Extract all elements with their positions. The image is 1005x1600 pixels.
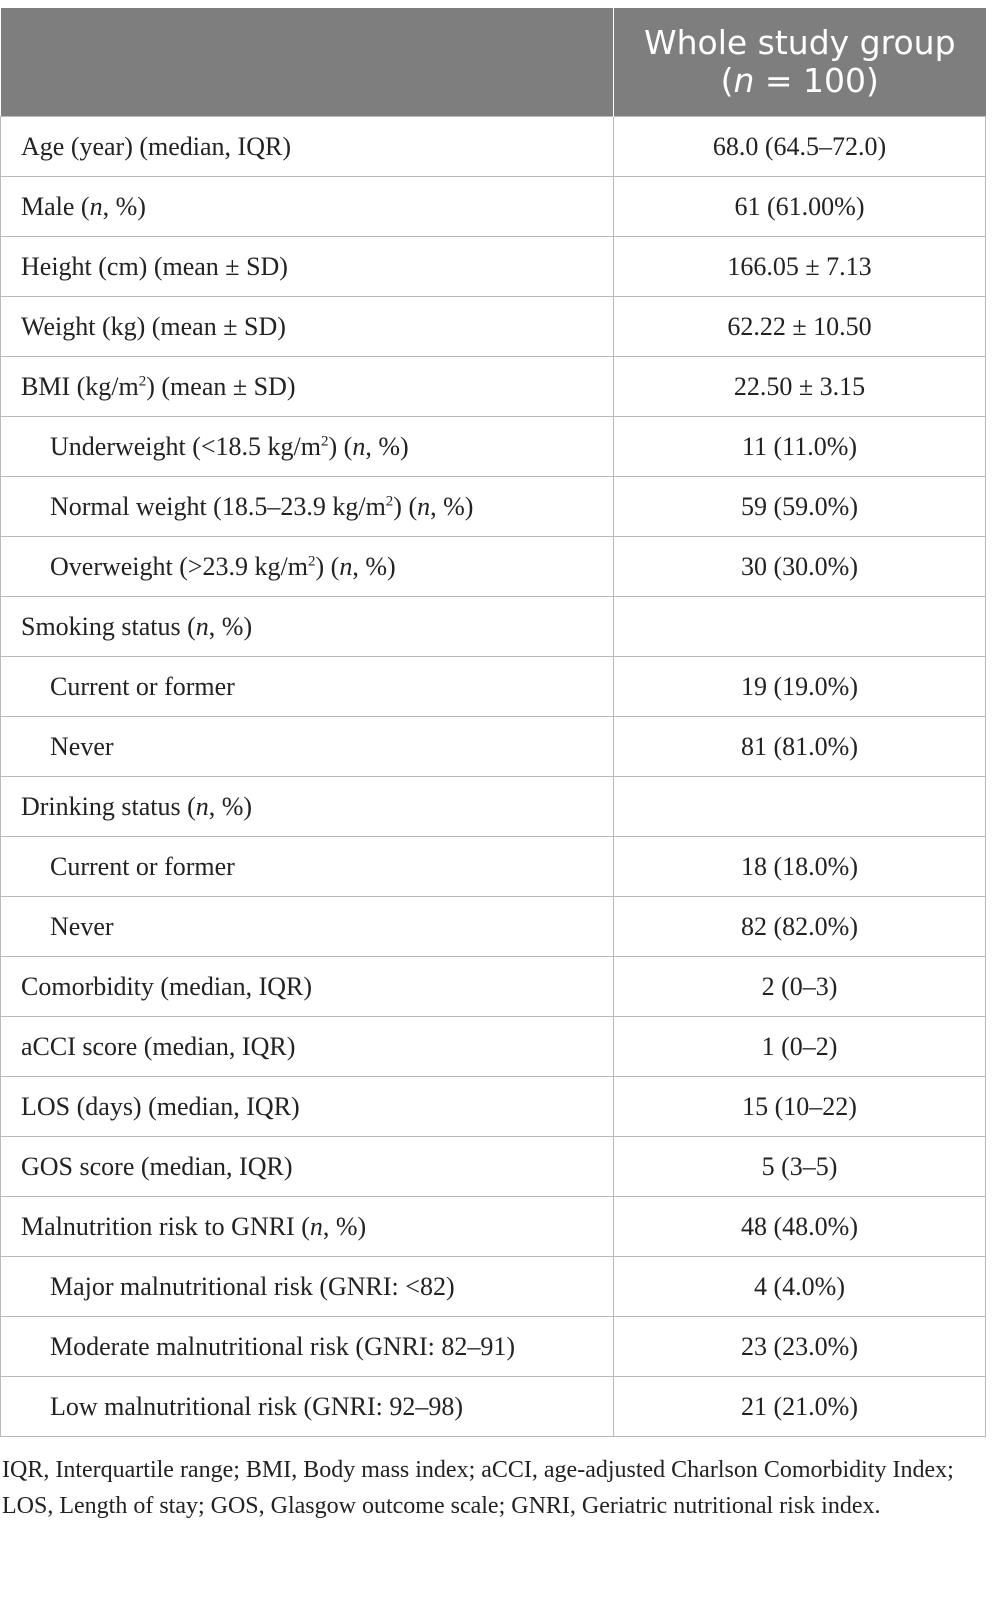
row-label-part: 2	[385, 492, 394, 509]
header-paren-open: (	[720, 61, 734, 100]
row-label	[1, 477, 614, 537]
header-title: Whole study group	[643, 23, 956, 62]
row-label-part: 2	[138, 372, 147, 389]
row-label	[1, 1257, 614, 1317]
header-n-symbol: n	[733, 61, 755, 100]
row-label-part: aCCI score (median, IQR)	[21, 1031, 296, 1061]
row-label	[1, 417, 614, 477]
row-label	[1, 1137, 614, 1197]
row-label-part: n	[89, 191, 103, 221]
row-value: 18 (18.0%)	[614, 837, 986, 897]
row-label-part: , %)	[208, 791, 253, 821]
row-label-part: Drinking status (	[21, 791, 196, 821]
row-label-part: , %)	[208, 611, 253, 641]
row-label-part: Malnutrition risk to GNRI (	[21, 1211, 310, 1241]
table-row	[1, 357, 986, 417]
row-label-part: Moderate malnutritional risk (GNRI: 82–91)	[50, 1331, 516, 1361]
row-label-part: Current or former	[50, 851, 235, 881]
row-label-part: Underweight (<18.5 kg/m	[50, 431, 322, 461]
table-row	[1, 537, 986, 597]
row-label-part: Low malnutritional risk (GNRI: 92–98)	[50, 1391, 464, 1421]
row-label-part: , %)	[102, 191, 146, 221]
row-label	[1, 1017, 614, 1077]
row-label	[1, 297, 614, 357]
row-value: 61 (61.00%)	[614, 177, 986, 237]
row-label-part: Smoking status (	[21, 611, 196, 641]
row-value: 11 (11.0%)	[614, 417, 986, 477]
row-label-part: Age (year) (median, IQR)	[21, 131, 291, 161]
row-label-part: 2	[321, 432, 329, 449]
table-row	[1, 177, 986, 237]
table-row	[1, 1137, 986, 1197]
row-value: 4 (4.0%)	[614, 1257, 986, 1317]
row-label-part: n	[339, 551, 353, 581]
table-header	[1, 8, 986, 117]
table-row	[1, 957, 986, 1017]
row-label	[1, 657, 614, 717]
row-label	[1, 1317, 614, 1377]
row-label	[1, 957, 614, 1017]
row-value: 68.0 (64.5–72.0)	[614, 117, 986, 177]
row-value: 5 (3–5)	[614, 1137, 986, 1197]
row-label-part: Weight (kg) (mean ± SD)	[21, 311, 286, 341]
row-label-part: Never	[50, 731, 114, 761]
row-value: 2 (0–3)	[614, 957, 986, 1017]
row-value: 81 (81.0%)	[614, 717, 986, 777]
header-n-value: = 100)	[754, 61, 879, 100]
row-label-part: ) (mean ± SD)	[146, 371, 296, 401]
row-label-part: 2	[308, 552, 316, 569]
table-row	[1, 777, 986, 837]
row-label-part: ) (	[393, 491, 418, 521]
row-label-part: Current or former	[50, 671, 235, 701]
row-value: 15 (10–22)	[614, 1077, 986, 1137]
row-label-part: BMI (kg/m	[21, 371, 139, 401]
row-label-part: Major malnutritional risk (GNRI: <82)	[50, 1271, 455, 1301]
table-row	[1, 477, 986, 537]
row-label-part: Overweight (>23.9 kg/m	[50, 551, 309, 581]
table-row	[1, 237, 986, 297]
row-value: 59 (59.0%)	[614, 477, 986, 537]
row-label-part: LOS (days) (median, IQR)	[21, 1091, 300, 1121]
row-label	[1, 117, 614, 177]
row-value: 48 (48.0%)	[614, 1197, 986, 1257]
row-label	[1, 237, 614, 297]
table-row	[1, 597, 986, 657]
table-row	[1, 837, 986, 897]
row-label-part: n	[195, 791, 209, 821]
row-value: 30 (30.0%)	[614, 537, 986, 597]
header-cell-whole-study-group	[614, 8, 986, 117]
row-label-part: Male (	[21, 191, 90, 221]
row-value: 1 (0–2)	[614, 1017, 986, 1077]
header-cell-label	[1, 8, 614, 117]
row-value: 166.05 ± 7.13	[614, 237, 986, 297]
row-label-part: , %)	[322, 1211, 367, 1241]
row-label-part: GOS score (median, IQR)	[21, 1151, 293, 1181]
table-row	[1, 117, 986, 177]
table-row	[1, 1377, 986, 1437]
row-label	[1, 537, 614, 597]
row-label-part: Never	[50, 911, 114, 941]
row-label	[1, 177, 614, 237]
table-row	[1, 1317, 986, 1377]
row-label	[1, 597, 614, 657]
row-label-part: n	[352, 431, 366, 461]
row-label	[1, 1377, 614, 1437]
row-label-part: , %)	[352, 551, 396, 581]
row-label-part: n	[417, 491, 431, 521]
table-row	[1, 417, 986, 477]
row-label	[1, 1077, 614, 1137]
row-label-part: , %)	[365, 431, 409, 461]
row-label	[1, 837, 614, 897]
row-label	[1, 717, 614, 777]
row-value: 82 (82.0%)	[614, 897, 986, 957]
table-body	[1, 117, 986, 1437]
table-row	[1, 897, 986, 957]
table-row	[1, 657, 986, 717]
row-label-part: Height (cm) (mean ± SD)	[21, 251, 288, 281]
table-row	[1, 717, 986, 777]
row-value: 23 (23.0%)	[614, 1317, 986, 1377]
row-label-part: Comorbidity (median, IQR)	[21, 971, 313, 1001]
header-row	[1, 8, 986, 117]
table-row	[1, 297, 986, 357]
row-label	[1, 897, 614, 957]
table-row	[1, 1077, 986, 1137]
row-label-part: , %)	[430, 491, 474, 521]
row-label-part: n	[309, 1211, 323, 1241]
row-value	[614, 777, 986, 837]
table-row	[1, 1257, 986, 1317]
row-label	[1, 1197, 614, 1257]
row-value: 21 (21.0%)	[614, 1377, 986, 1437]
table-container	[0, 8, 985, 1437]
table-footnote: IQR, Interquartile range; BMI, Body mass index; aCCI, age-adjusted Charlson Comorbidity Index; LOS, Length of stay; GOS, Glasgow outcome scale; GNRI, Geriatric nutritional risk index.	[2, 1457, 954, 1519]
row-value: 22.50 ± 3.15	[614, 357, 986, 417]
row-value: 19 (19.0%)	[614, 657, 986, 717]
row-value	[614, 597, 986, 657]
table-row	[1, 1197, 986, 1257]
row-label-part: Normal weight (18.5–23.9 kg/m	[50, 491, 386, 521]
table-row	[1, 1017, 986, 1077]
row-label	[1, 777, 614, 837]
study-characteristics-table	[0, 8, 986, 1437]
row-label-part: ) (	[328, 431, 353, 461]
row-label	[1, 357, 614, 417]
row-value: 62.22 ± 10.50	[614, 297, 986, 357]
row-label-part: ) (	[315, 551, 340, 581]
row-label-part: n	[195, 611, 209, 641]
